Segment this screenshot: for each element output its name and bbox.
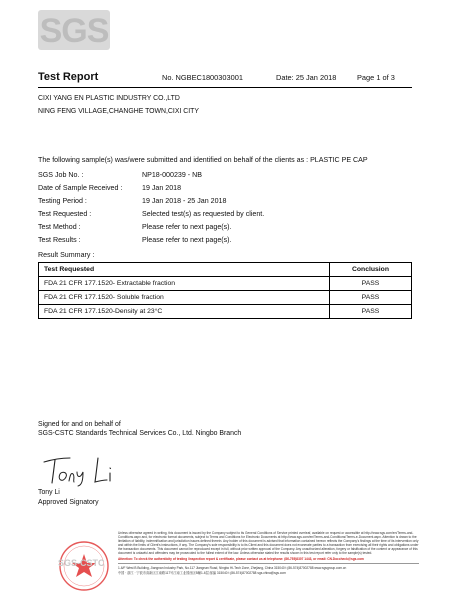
report-date: Date: 25 Jan 2018: [276, 73, 337, 82]
sample-intro: The following sample(s) was/were submitted and identified on behalf of the clients as : PLASTIC PE CAP: [38, 156, 368, 164]
field-label-sample-received: Date of Sample Received :: [38, 184, 123, 192]
field-value-sample-received: 19 Jan 2018: [142, 184, 182, 192]
field-label-testing-period: Testing Period :: [38, 197, 87, 205]
field-value-test-results: Please refer to next page(s).: [142, 236, 232, 244]
field-value-test-method: Please refer to next page(s).: [142, 223, 232, 231]
test-cell: FDA 21 CFR 177.1520-Density at 23°C: [39, 305, 330, 319]
client-name: CIXI YANG EN PLASTIC INDUSTRY CO.,LTD: [38, 95, 180, 102]
signatory-name: Tony Li: [38, 489, 60, 496]
field-label-job-no: SGS Job No. :: [38, 171, 84, 179]
conclusion-cell: PASS: [330, 277, 412, 291]
column-header-conclusion: Conclusion: [330, 263, 412, 277]
signed-on-behalf: Signed for and on behalf of: [38, 421, 121, 428]
conclusion-cell: PASS: [330, 305, 412, 319]
test-cell: FDA 21 CFR 177.1520- Soluble fraction: [39, 291, 330, 305]
page-indicator: Page 1 of 3: [357, 73, 395, 82]
client-address: NING FENG VILLAGE,CHANGHE TOWN,CIXI CITY: [38, 108, 199, 115]
table-row: [39, 291, 412, 305]
signing-company: SGS-CSTC Standards Technical Services Co., Ltd. Ningbo Branch: [38, 430, 242, 437]
field-label-test-results: Test Results :: [38, 236, 81, 244]
conclusion-cell: PASS: [330, 291, 412, 305]
table-row: [39, 277, 412, 291]
report-title: Test Report: [38, 71, 99, 83]
sgs-logo-text: SGS: [39, 12, 109, 50]
handwritten-signature: [40, 452, 130, 488]
result-summary-table: [38, 262, 412, 319]
result-summary-title: Result Summary :: [38, 251, 95, 259]
report-number: No. NGBEC1800303001: [162, 73, 243, 82]
footer-disclaimer: Unless otherwise agreed in writing, this document is issued by the Company subject to its General Conditions of Service printed overleaf, available on request or accessible at http://www.sgs.com/en/Terms-and-Conditions.aspx and, for electronic format documents, subject to Terms and Conditions for Electronic Documents at http://www.sgs.com/en/Terms-and-Conditions/Terms-e-Document.aspx. Attention is drawn to the limitation of liability, indemnification and jurisdiction issues defined therein. Any holder of this document is advised that information contained hereon reflects the Company's findings at the time of its intervention only and within the limits of Client's instructions, if any. The Company's sole responsibility is to its Client and this document does not exonerate parties to a transaction from exercising all their rights and obligations under the transaction documents. This document cannot be reproduced except in full, without prior written approval of the Company. Any unauthorized alteration, forgery or falsification of the content or appearance of this document is unlawful and offenders may be prosecuted to the fullest extent of the law. Unless otherwise stated the results shown in this test report refer only to the sample(s) tested.: [118, 531, 419, 556]
sgs-watermark: SGS-CSTC: [58, 558, 105, 568]
column-header-test: Test Requested: [39, 263, 330, 277]
signatory-title: Approved Signatory: [38, 499, 99, 506]
field-value-job-no: NP18-000239 - NB: [142, 171, 202, 179]
field-value-test-requested: Selected test(s) as requested by client.: [142, 210, 265, 218]
field-value-testing-period: 19 Jan 2018 - 25 Jan 2018: [142, 197, 227, 205]
footer-address-en: 1-6/F West B Building, Jiangnan Industry Park, No.117 Jiangnan Road, Ningbo Hi-Tech Zone, Zhejiang, China 315040 t (86-574)87002788 www.sgsgroup.com.cn: [118, 563, 419, 570]
test-cell: FDA 21 CFR 177.1520- Extractable fraction: [39, 277, 330, 291]
table-row: [39, 305, 412, 319]
header-divider: [38, 87, 412, 88]
footer-address-cn: 中国 · 浙江 · 宁波市高新区江南路117号江南工业园西区B幢1-6层 邮编 315040 t (86-574)87002788 sgs.china@sgs.com: [118, 570, 286, 575]
field-label-test-requested: Test Requested :: [38, 210, 92, 218]
field-label-test-method: Test Method :: [38, 223, 81, 231]
table-header-row: [39, 263, 412, 277]
footer-attention: Attention: To check the authenticity of testing /inspection report & certificate, please contact us at telephone: (86-755)8307 1443, or email: CN.Doccheck@sgs.com: [118, 556, 364, 561]
footer-disclaimer-block: [118, 531, 419, 575]
